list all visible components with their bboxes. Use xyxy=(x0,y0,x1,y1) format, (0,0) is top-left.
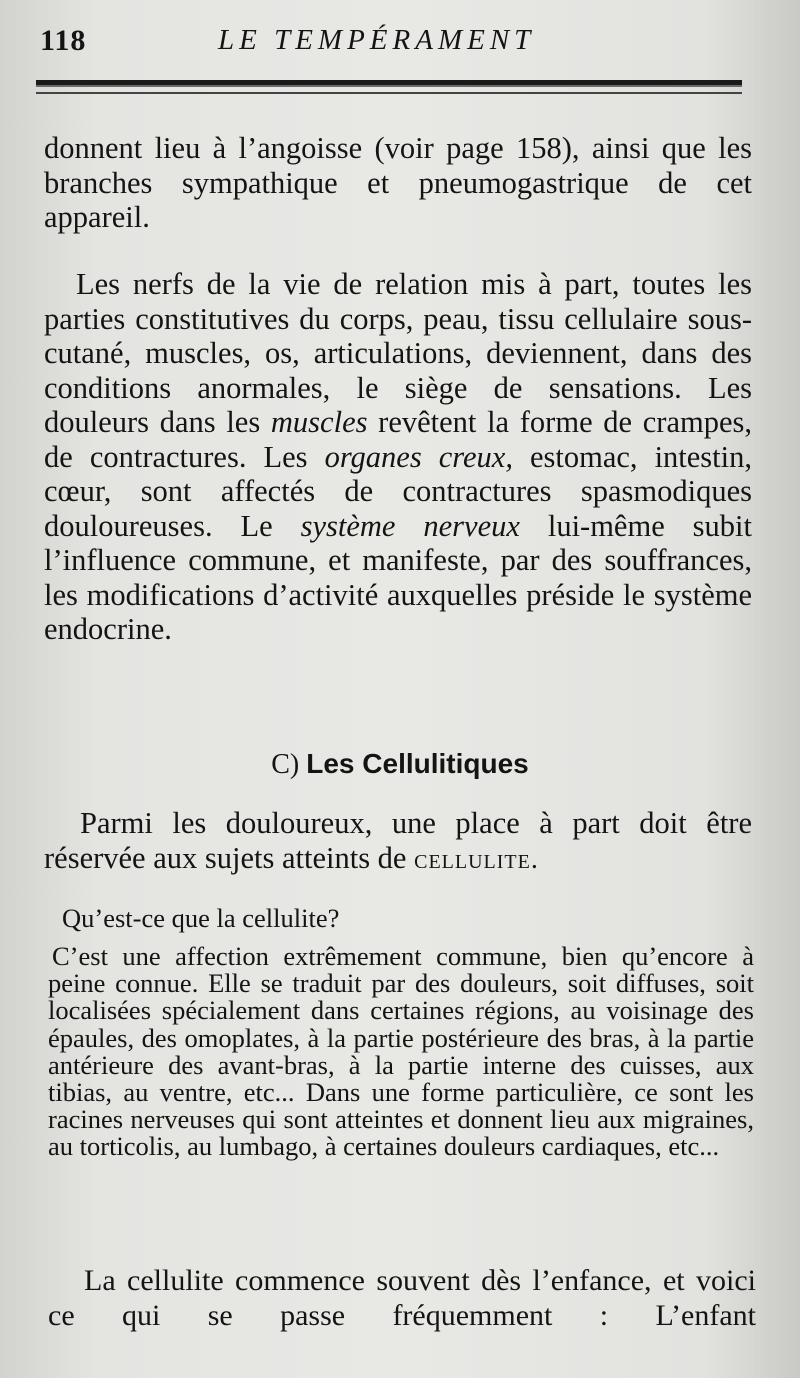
running-title: LE TEMPÉRAMENT xyxy=(218,24,536,56)
p3-text: Parmi les douloureux, une place à part doit être réservée aux sujets atteints de xyxy=(44,806,752,875)
paragraph-cellulite-childhood: La cellulite commence souvent dès l’enfance, et voici ce qui se passe fréquemment : L’enfant xyxy=(48,1264,756,1332)
p3-smallcaps: cellulite. xyxy=(414,843,539,875)
section-title: Les Cellulitiques xyxy=(306,748,529,779)
p2-text-b: revêtent la forme de crampes, de contractures. Les xyxy=(44,405,753,474)
header-rule-thin xyxy=(36,92,742,94)
p2-text-c: estomac, intestin, cœur, sont affectés de contractures spasmodiques douloureuses. Le xyxy=(44,439,753,543)
p2-text-d: lui-même subit l’influence commune, et manifeste, par des souffrances, les modifications d’activité auxquelles préside le système endocrine. xyxy=(44,508,752,646)
section-heading xyxy=(0,748,800,781)
page-number: 118 xyxy=(40,24,87,57)
p2-text-a: Les nerfs de la vie de relation mis à part, toutes les parties constitutives du corps, peau, tissu cellulaire sous-cutané, muscles, os, articulations, deviennent, dans des conditions anormales, le siège de sensations. Les douleurs dans les xyxy=(44,267,752,439)
paragraph-continuation: donnent lieu à l’angoisse (voir page 158), ainsi que les branches sympathique et pneumogastrique de cet appareil. xyxy=(44,131,752,234)
paragraph-nerves xyxy=(44,267,752,647)
question-line: Qu’est-ce que la cellulite? xyxy=(62,903,340,933)
header-rule xyxy=(36,80,742,87)
p2-emphasis-systeme: système nerveux xyxy=(300,508,520,543)
paragraph-cellulite-intro xyxy=(44,806,752,877)
section-letter: C) xyxy=(271,749,300,780)
paragraph-cellulite-definition: C’est une affection extrêmement commune, bien qu’encore à peine connue. Elle se traduit par des douleurs, soit diffuses, soit localisées spécialement dans certaines régions, au voisinage des épaules, des omoplates, à la partie postérieure des bras, à la partie antérieure des avant-bras, à la partie interne des cuisses, aux tibias, au ventre, etc... Dans une forme particulière, ce sont les racines nerveuses qui sont atteintes et donnent lieu aux migraines, au torticolis, au lumbago, à certaines douleurs cardiaques, etc... xyxy=(48,941,754,1162)
p2-emphasis-muscles: muscles xyxy=(270,405,368,439)
p2-emphasis-organes: organes creux, xyxy=(324,439,513,474)
page-header xyxy=(40,24,740,68)
